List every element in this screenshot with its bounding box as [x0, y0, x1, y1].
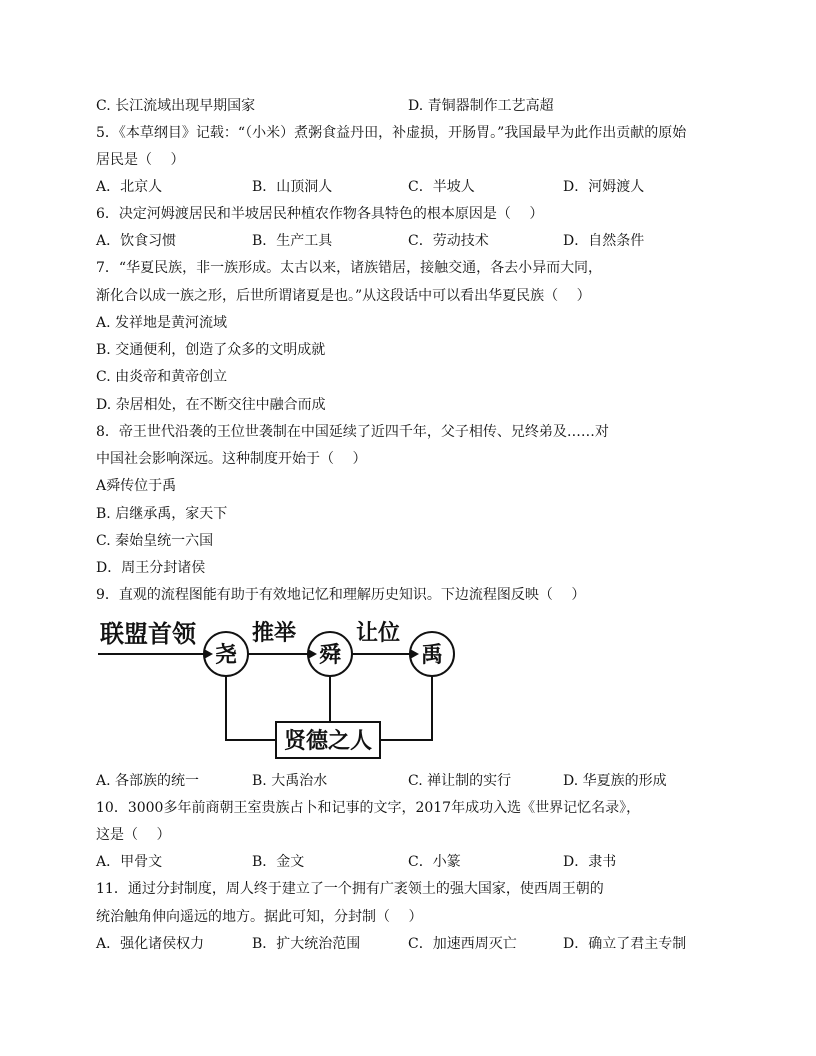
q7-option-a: A. 发祥地是黄河流域 [96, 315, 228, 331]
arrowhead-to-yao [204, 649, 213, 659]
label-recommend: 推举 [252, 620, 297, 646]
q10-option-b: B．金文 [252, 854, 305, 870]
q10-option-a: A．甲骨文 [96, 854, 163, 870]
succession-flowchart [96, 614, 476, 760]
q8-stem-line2: 中国社会影响深远。这种制度开始于（ ） [96, 451, 367, 467]
connector-yao-to-box [226, 676, 276, 740]
q9-option-d: D. 华夏族的形成 [563, 773, 667, 789]
q4-option-c: C. 长江流域出现早期国家 [96, 98, 256, 114]
virtuous-box-label: 贤德之人 [283, 728, 373, 754]
q7-option-c: C. 由炎帝和黄帝创立 [96, 369, 228, 385]
node-yu-label: 禹 [420, 642, 444, 668]
label-abdicate: 让位 [356, 620, 401, 646]
q11-option-c: C．加速西周灭亡 [408, 936, 517, 952]
node-shun-label: 舜 [318, 642, 342, 668]
arrowhead-to-yu [410, 649, 419, 659]
connector-yu-to-box [380, 676, 432, 740]
q11-stem-line2: 统治触角伸向遥远的地方。据此可知，分封制（ ） [96, 909, 423, 925]
q11-option-d: D．确立了君主专制 [563, 936, 687, 952]
q10-option-d: D．隶书 [563, 854, 617, 870]
q8-option-c: C. 秦始皇统一六国 [96, 533, 214, 549]
q9-stem: 9．直观的流程图能有助于有效地记忆和理解历史知识。下边流程图反映（ ） [96, 587, 586, 603]
q10-stem-line2: 这是（ ） [96, 827, 171, 843]
q5-option-a: A．北京人 [96, 179, 163, 195]
node-yao-label: 尧 [214, 642, 238, 668]
q4-option-d: D. 青铜器制作工艺高超 [408, 98, 554, 114]
q5-option-b: B．山顶洞人 [252, 179, 333, 195]
q9-option-c: C. 禅让制的实行 [408, 773, 512, 789]
q11-stem-line1: 11．通过分封制度，周人终于建立了一个拥有广袤领土的强大国家，使西周王朝的 [96, 881, 604, 897]
q6-option-b: B．生产工具 [252, 233, 333, 249]
q5-option-d: D．河姆渡人 [563, 179, 645, 195]
q6-option-a: A．饮食习惯 [96, 233, 177, 249]
q6-option-d: D．自然条件 [563, 233, 645, 249]
q7-stem-line2: 渐化合以成一族之形，后世所谓诸夏是也。”从这段话中可以看出华夏民族（ ） [96, 288, 591, 304]
q7-option-d: D. 杂居相处，在不断交往中融合而成 [96, 397, 326, 413]
q7-stem-line1: 7．“华夏民族，非一族形成。太古以来，诸族错居，接触交通，各去小异而大同， [96, 260, 603, 276]
q5-option-c: C．半坡人 [408, 179, 475, 195]
q6-option-c: C．劳动技术 [408, 233, 489, 249]
q11-option-a: A．强化诸侯权力 [96, 936, 205, 952]
label-alliance-leader: 联盟首领 [100, 619, 196, 648]
arrowhead-to-shun [308, 649, 317, 659]
q7-option-b: B. 交通便利，创造了众多的文明成就 [96, 342, 326, 358]
q10-stem-line1: 10．3000多年前商朝王室贵族占卜和记事的文字，2017年成功入选《世界记忆名录》， [96, 800, 641, 816]
q6-stem: 6．决定河姆渡居民和半坡居民种植农作物各具特色的根本原因是（ ） [96, 206, 544, 222]
q9-option-b: B. 大禹治水 [252, 773, 328, 789]
q5-stem-line2: 居民是（ ） [96, 152, 185, 168]
q5-stem-line1: 5．《本草纲目》记载：“（小米）煮粥食益丹田，补虚损，开肠胃。”我国最早为此作出贡献的原始 [96, 125, 687, 141]
q8-option-d: D．周王分封诸侯 [96, 560, 206, 576]
q9-option-a: A. 各部族的统一 [96, 773, 200, 789]
q10-option-c: C．小篆 [408, 854, 461, 870]
q8-option-b: B. 启继承禹，家天下 [96, 506, 228, 522]
q8-stem-line1: 8．帝王世代沿袭的王位世袭制在中国延续了近四千年，父子相传、兄终弟及……对 [96, 424, 609, 440]
q11-option-b: B．扩大统治范围 [252, 936, 361, 952]
q8-option-a: A舜传位于禹 [96, 478, 177, 494]
